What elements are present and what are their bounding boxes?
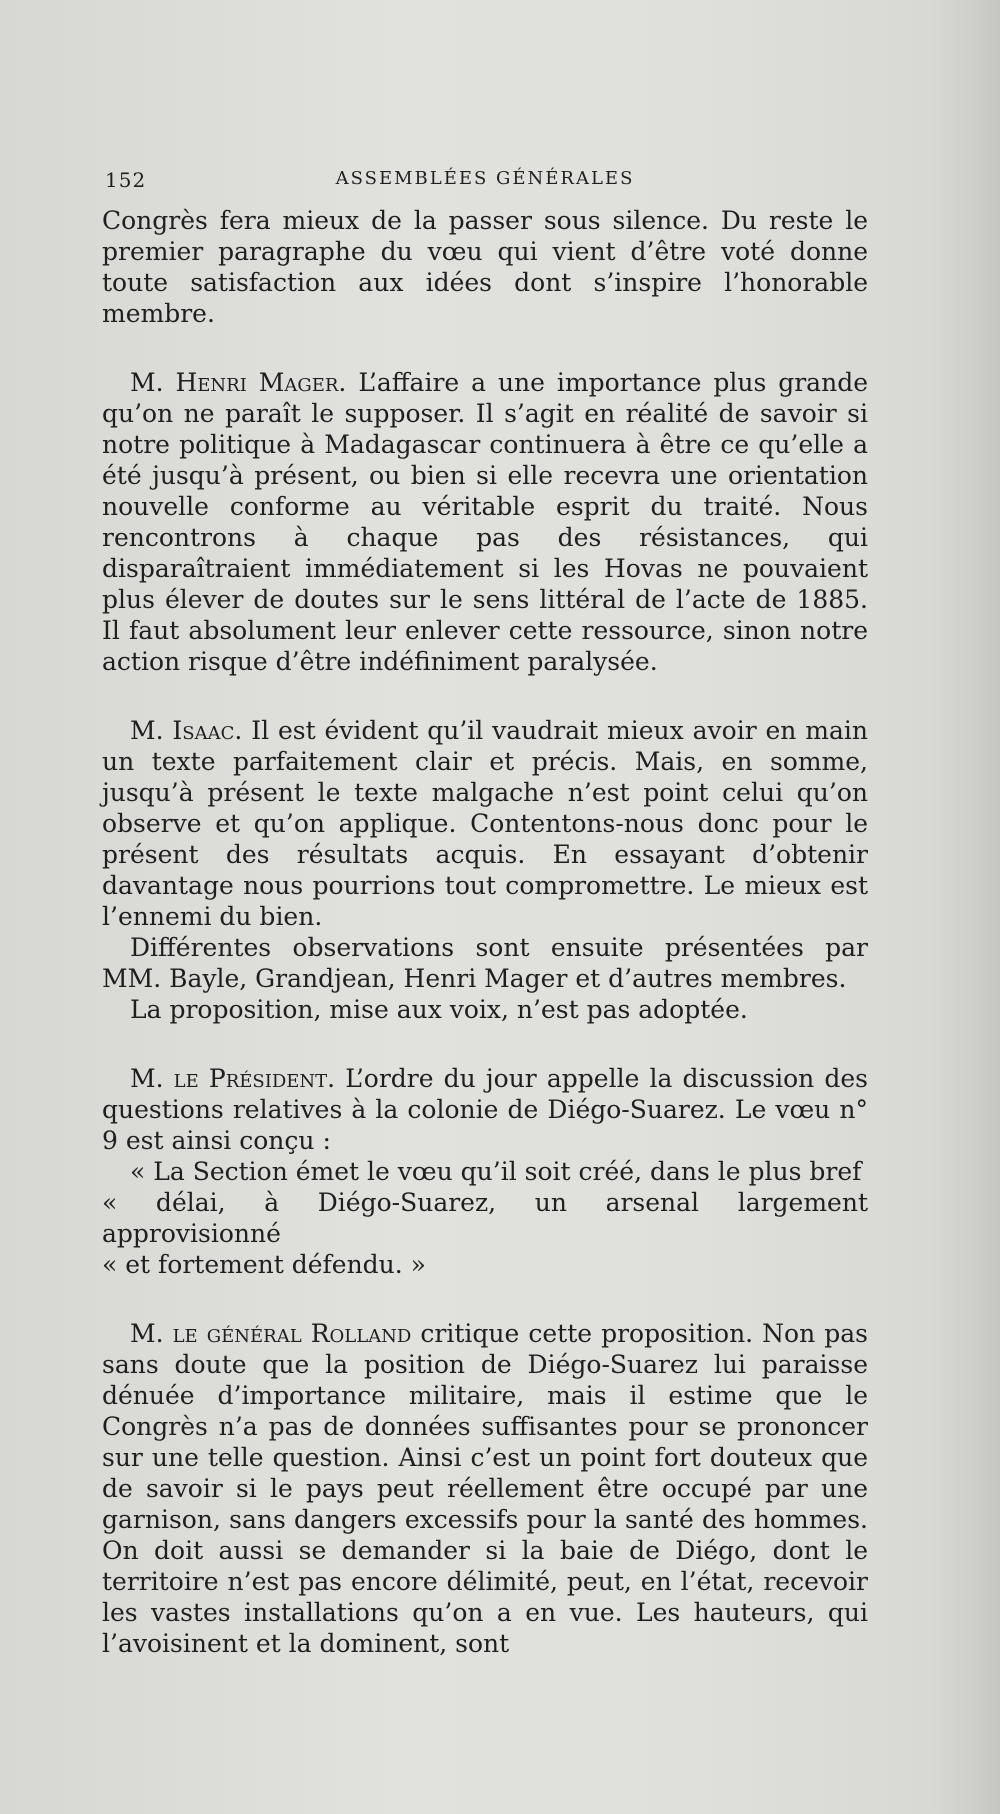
speech-text: L’ordre du jour appelle la discussion des questions relatives à la colonie de Diégo-Suarez. Le vœu n° 9 est ainsi conçu : bbox=[102, 1064, 869, 1155]
running-header bbox=[105, 168, 865, 194]
paragraph-gap bbox=[102, 1025, 868, 1063]
paragraph-gap bbox=[102, 329, 868, 367]
speaker-name: M. Henri Mager. bbox=[130, 368, 347, 397]
speech-text: L’affaire a une importance plus grande qu’on ne paraît le supposer. Il s’agit en réalité de savoir si notre politique à Madagascar continuera à être ce qu’elle a été jusqu’à présent, ou bien si elle recevra une orientation nouvelle conforme au véritable esprit du traité. Nous rencontrons à chaque pas des résistances, qui disparaîtraient immédiatement si les Hovas ne pouvaient plus élever de doutes sur le sens littéral de l’acte de 1885. Il faut absolument leur enlever cette ressource, sinon notre action risque d’être indéfiniment paralysée. bbox=[102, 368, 868, 676]
paragraph-rolland bbox=[102, 1318, 868, 1659]
speech-text: Il est évident qu’il vaudrait mieux avoir en main un texte parfaitement clair et précis. Mais, en somme, jusqu’à présent le texte malgache n’est point celui qu’on observe et qu’on applique. Contentons-nous donc pour le présent des résultats acquis. En essayant d’obtenir davantage nous pourrions tout compromettre. Le mieux est l’ennemi du bien. bbox=[102, 716, 868, 931]
quote-line: « délai, à Diégo-Suarez, un arsenal largement approvisionné bbox=[102, 1188, 868, 1248]
running-title: ASSEMBLÉES GÉNÉRALES bbox=[335, 168, 635, 189]
page-shadow bbox=[930, 0, 1000, 1814]
quote-line: « La Section émet le vœu qu’il soit créé, dans le plus bref bbox=[130, 1157, 862, 1186]
paragraph-gap bbox=[102, 1280, 868, 1318]
paragraph-mager bbox=[102, 367, 868, 677]
paragraph-continuation: Congrès fera mieux de la passer sous silence. Du reste le premier paragraphe du vœu qui vient d’être voté donne toute satisfaction aux idées dont s’inspire l’honorable membre. bbox=[102, 206, 868, 328]
page-body bbox=[102, 205, 868, 1659]
paragraph-observations: Différentes observations sont ensuite présentées par MM. Bayle, Grandjean, Henri Mager et d’autres membres. bbox=[102, 933, 868, 993]
speaker-name: M. Isaac. bbox=[130, 716, 243, 745]
paragraph-vote: La proposition, mise aux voix, n’est pas adoptée. bbox=[130, 995, 748, 1024]
page-number: 152 bbox=[105, 168, 147, 192]
paragraph-isaac bbox=[102, 715, 868, 932]
speech-text: critique cette proposition. Non pas sans doute que la position de Diégo-Suarez lui paraisse dénuée d’importance militaire, mais il estime que le Congrès n’a pas de données suffisantes pour se prononcer sur une telle question. Ainsi c’est un point fort douteux que de savoir si le pays peut réellement être occupé par une garnison, sans dangers excessifs pour la santé des hommes. On doit aussi se demander si la baie de Diégo, dont le territoire n’est pas encore délimité, peut, en l’état, recevoir les vastes installations qu’on a en vue. Les hauteurs, qui l’avoisinent et la dominent, sont bbox=[102, 1319, 868, 1658]
quote-line: « et fortement défendu. » bbox=[102, 1250, 426, 1279]
paragraph-president bbox=[102, 1063, 868, 1156]
speaker-name: M. le général Rolland bbox=[130, 1319, 412, 1348]
paragraph-gap bbox=[102, 677, 868, 715]
speaker-name: M. le Président. bbox=[130, 1064, 336, 1093]
